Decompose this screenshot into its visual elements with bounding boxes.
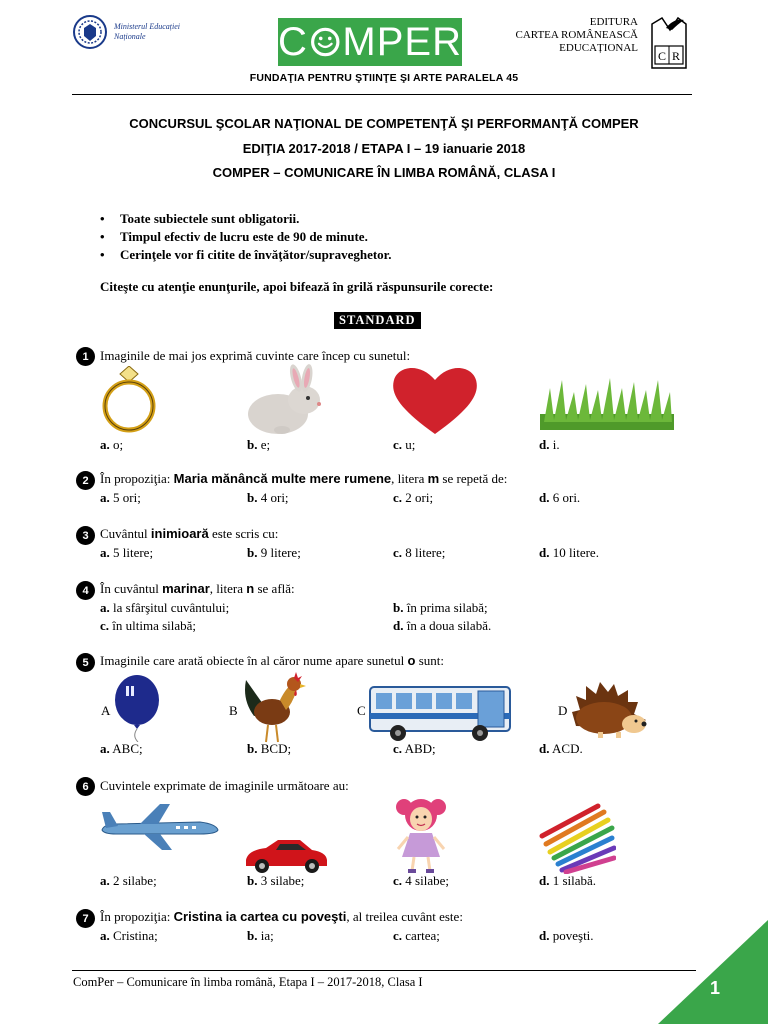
cr-letter-c: C: [657, 49, 667, 63]
image-label: A: [101, 703, 111, 718]
answer-option[interactable]: d. în a doua silabă.: [393, 618, 492, 633]
cr-publisher-logo: [648, 14, 690, 70]
ministry-name-line2: Naționale: [114, 32, 146, 41]
bus-icon: [368, 683, 513, 743]
answer-option[interactable]: d. 1 silabă.: [539, 873, 597, 888]
contest-title: CONCURSUL ŞCOLAR NAŢIONAL DE COMPETENŢĂ ŞI PERFORMANŢĂ COMPER: [129, 116, 639, 131]
question-number: 7: [76, 909, 95, 928]
heart-icon: [390, 364, 480, 436]
rule-item: • Timpul efectiv de lucru este de 90 de minute.: [100, 228, 392, 246]
answer-option[interactable]: d. poveşti.: [539, 928, 594, 943]
footer-divider: [72, 970, 696, 971]
answer-option[interactable]: d. 6 ori.: [539, 490, 581, 505]
answer-option[interactable]: c. ABD;: [393, 741, 436, 756]
car-icon: [244, 836, 329, 874]
rule-item: • Toate subiectele sunt obligatorii.: [100, 210, 392, 228]
rooster-icon: [240, 670, 306, 744]
answer-option[interactable]: a. ABC;: [100, 741, 143, 756]
answer-option[interactable]: b. ia;: [247, 928, 274, 943]
comper-logo: [278, 18, 462, 66]
balloon-icon: [112, 674, 162, 742]
ministry-crest-icon: [72, 14, 108, 50]
answer-option[interactable]: a. 5 litere;: [100, 545, 154, 560]
keyword: n: [246, 581, 255, 596]
ministry-name-line1: Ministerul Educației: [114, 22, 180, 31]
rule-item: • Cerinţele vor fi citite de învăţător/supraveghetor.: [100, 246, 392, 264]
answer-option[interactable]: b. în prima silabă;: [393, 600, 488, 615]
doll-icon: [394, 795, 448, 875]
cr-letter-r: R: [671, 49, 681, 63]
foundation-name: FUNDAŢIA PENTRU ŞTIINŢE ŞI ARTE PARALELA 45: [249, 72, 519, 84]
question-text: În cuvântul marinar, litera n se află:: [100, 581, 295, 596]
answer-option[interactable]: b. e;: [247, 437, 271, 452]
keyword: o: [407, 653, 416, 668]
hedgehog-icon: [570, 682, 650, 742]
answer-option[interactable]: d. 10 litere.: [539, 545, 599, 560]
keyword: Maria mănâncă multe mere rumene: [173, 471, 392, 486]
keyword: marinar: [162, 581, 210, 596]
rabbit-icon: [244, 364, 328, 436]
header-divider: [72, 94, 692, 95]
answer-option[interactable]: c. 4 silabe;: [393, 873, 449, 888]
question-text: În propoziţia: Cristina ia cartea cu poveşti, al treilea cuvânt este:: [100, 909, 463, 924]
publisher-line3: EDUCAȚIONAL: [559, 42, 638, 54]
answer-option[interactable]: c. 2 ori;: [393, 490, 434, 505]
edition-line: EDIŢIA 2017-2018 / ETAPA I – 19 ianuarie 2018: [242, 141, 526, 156]
answer-option[interactable]: c. în ultima silabă;: [100, 618, 197, 633]
answer-option[interactable]: d. ACD.: [539, 741, 583, 756]
answer-option[interactable]: d. i.: [539, 437, 560, 452]
rules-list: [100, 210, 392, 264]
question-text: În propoziţia: Maria mănâncă multe mere rumene, litera m se repetă de:: [100, 471, 508, 486]
question-number: 1: [76, 347, 95, 366]
instruction-text: Citeşte cu atenţie enunţurile, apoi bifează în grilă răspunsurile corecte:: [100, 279, 494, 294]
answer-option[interactable]: a. 5 ori;: [100, 490, 141, 505]
question-text: Cuvintele exprimate de imaginile următoare au:: [100, 778, 349, 793]
question-number: 5: [76, 653, 95, 672]
publisher-line1: EDITURA: [589, 16, 638, 28]
answer-option[interactable]: a. la sfârşitul cuvântului;: [100, 600, 230, 615]
page-corner-badge: [658, 920, 768, 1024]
answer-option[interactable]: a. Cristina;: [100, 928, 158, 943]
answer-option[interactable]: a. o;: [100, 437, 124, 452]
question-number: 3: [76, 526, 95, 545]
question-text: Imaginile de mai jos exprimă cuvinte care încep cu sunetul:: [100, 348, 411, 363]
airplane-icon: [100, 800, 220, 852]
smiley-icon: [309, 24, 342, 60]
publisher-line2: CARTEA ROMÂNEASCĂ: [515, 29, 638, 41]
ministry-logo: [72, 14, 180, 50]
markers-icon: [538, 802, 616, 874]
footer-text: ComPer – Comunicare în limba română, Etapa I – 2017-2018, Clasa I: [73, 975, 423, 989]
keyword: m: [427, 471, 440, 486]
section-label: STANDARD: [334, 312, 421, 329]
answer-option[interactable]: b. 3 silabe;: [247, 873, 305, 888]
image-label: D: [558, 703, 568, 718]
logo-text-left: C: [278, 19, 308, 64]
answer-option[interactable]: c. cartea;: [393, 928, 440, 943]
keyword: inimioară: [150, 526, 209, 541]
grass-icon: [540, 370, 674, 430]
publisher-name: [516, 16, 639, 55]
answer-option[interactable]: b. BCD;: [247, 741, 292, 756]
answer-option[interactable]: c. u;: [393, 437, 416, 452]
answer-option[interactable]: c. 8 litere;: [393, 545, 446, 560]
question-number: 2: [76, 471, 95, 490]
question-number: 4: [76, 581, 95, 600]
answer-option[interactable]: b. 4 ori;: [247, 490, 289, 505]
image-label: C: [357, 703, 366, 718]
logo-text-right: MPER: [342, 19, 462, 64]
keyword: Cristina ia cartea cu poveşti: [173, 909, 347, 924]
image-label: B: [229, 703, 238, 718]
answer-option[interactable]: a. 2 silabe;: [100, 873, 157, 888]
answer-option[interactable]: b. 9 litere;: [247, 545, 301, 560]
question-text: Imaginile care arată obiecte în al căror nume apare sunetul o sunt:: [100, 653, 445, 668]
question-number: 6: [76, 777, 95, 796]
subject-line: COMPER – COMUNICARE ÎN LIMBA ROMÂNĂ, CLASA I: [212, 165, 556, 180]
ring-icon: [100, 366, 158, 434]
page-number: 1: [710, 978, 721, 998]
question-text: Cuvântul inimioară este scris cu:: [100, 526, 279, 541]
